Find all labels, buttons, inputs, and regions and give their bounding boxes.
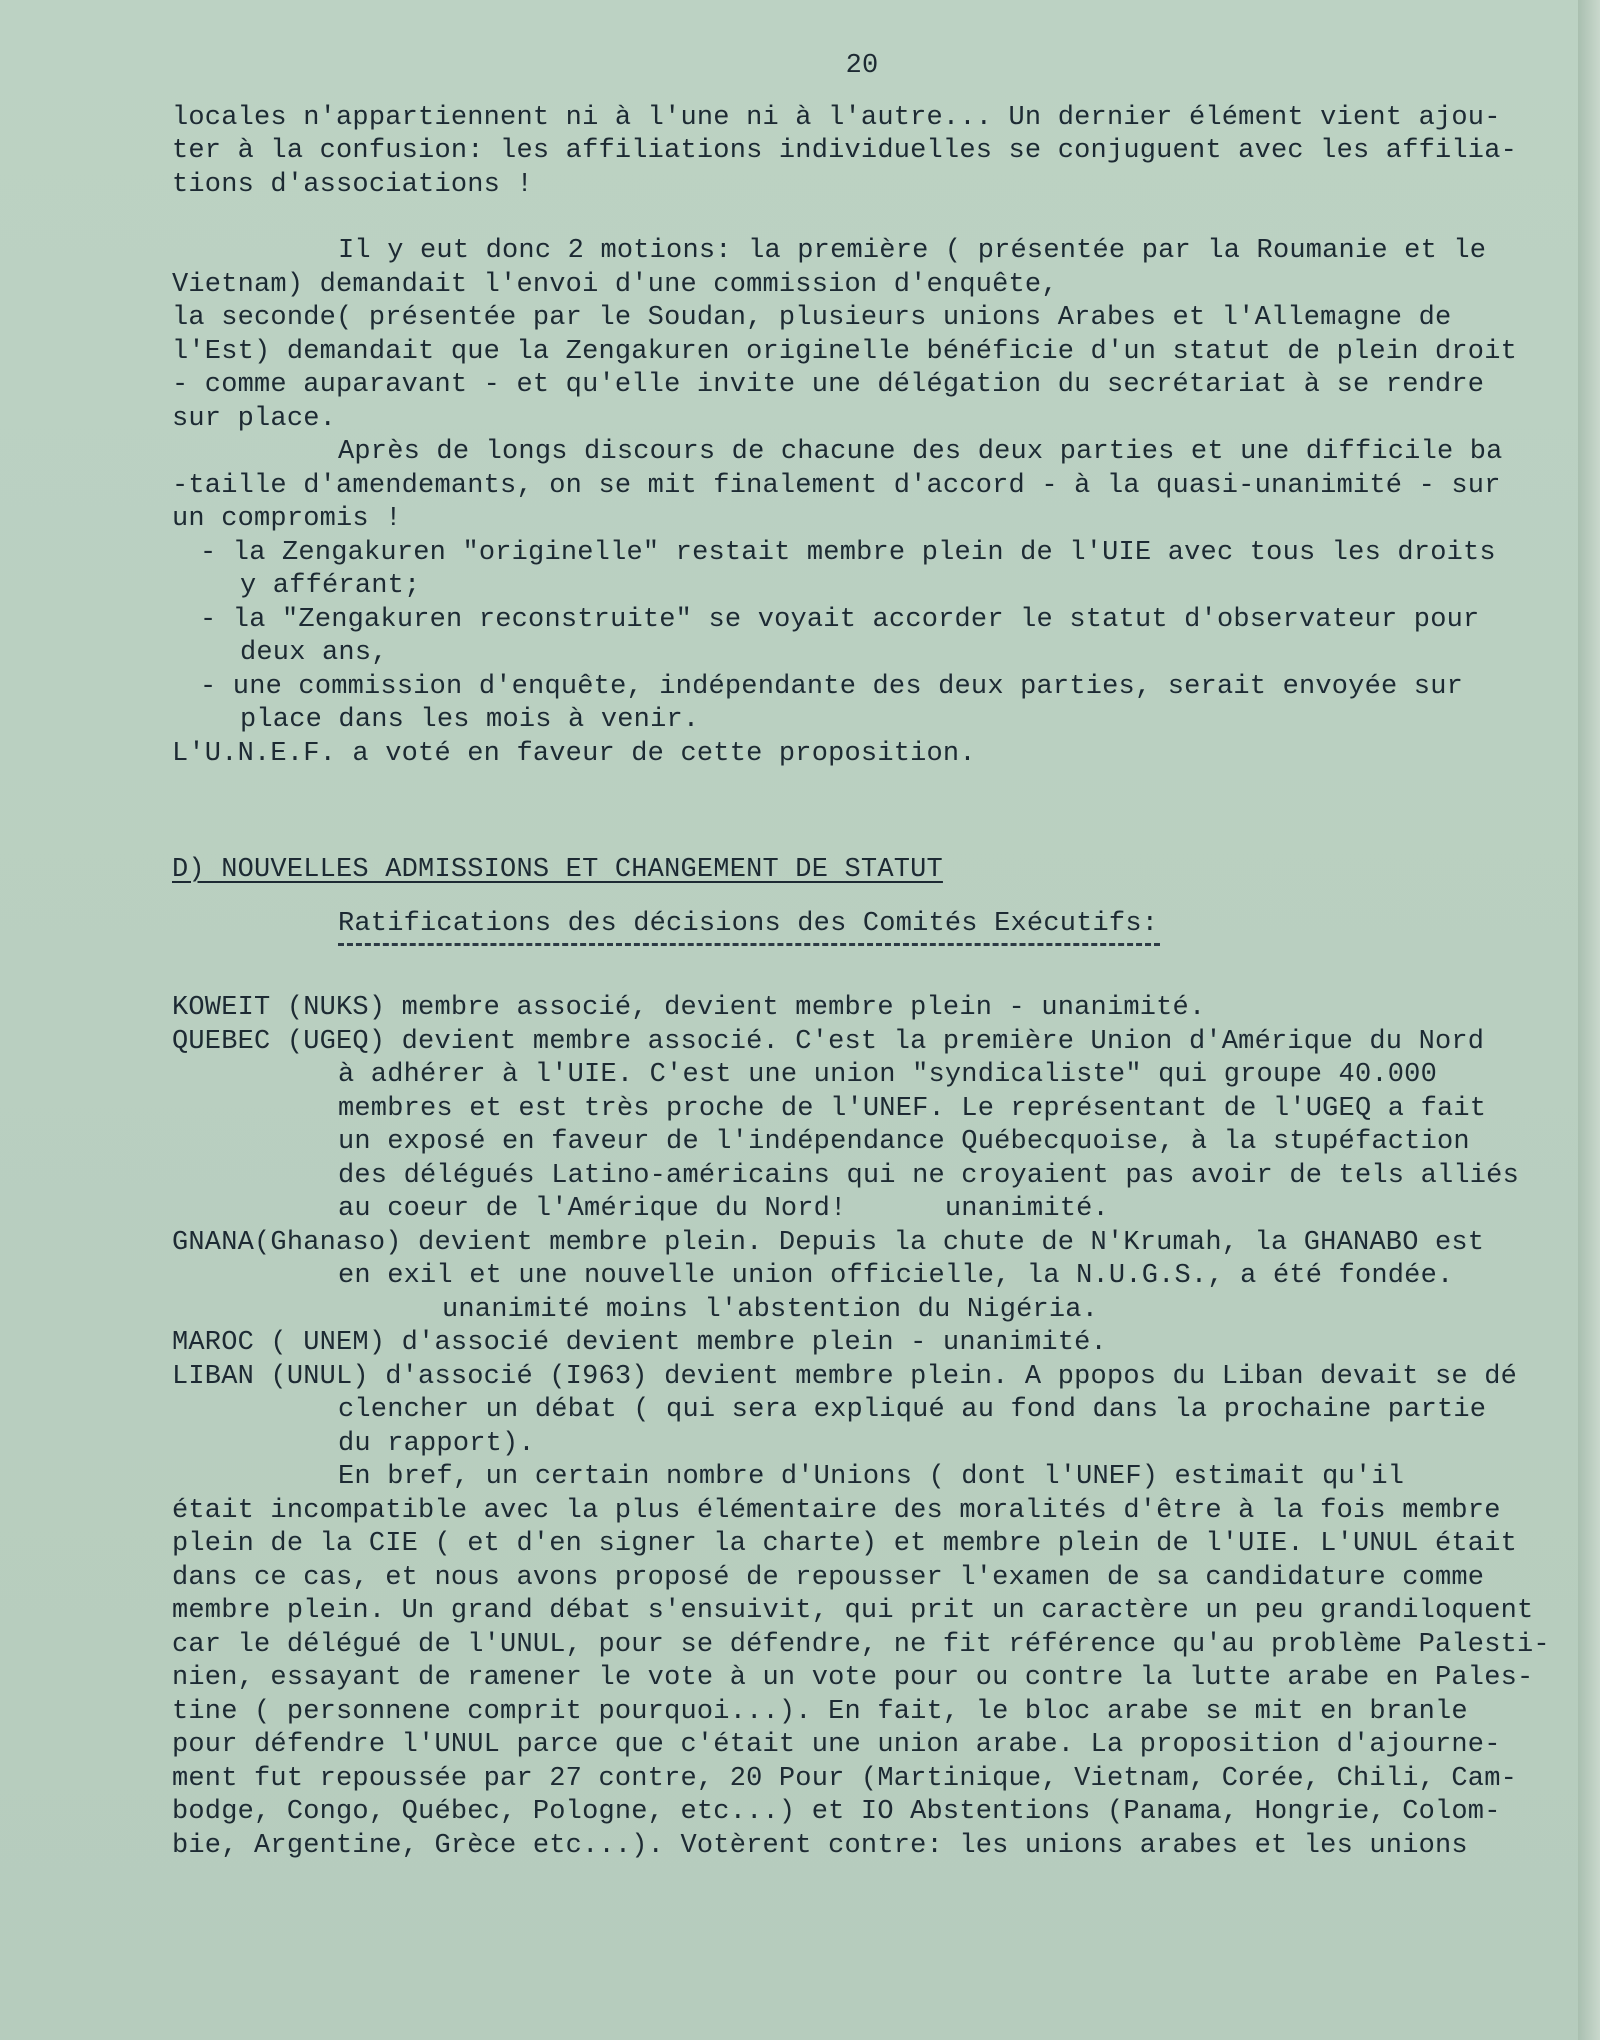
vote-line: L'U.N.E.F. a voté en faveur de cette proposition.: [172, 738, 976, 769]
text-line: était incompatible avec la plus élémentaire des moralités d'être à la fois membre: [172, 1495, 1501, 1526]
text-line: Après de longs discours de chacune des deux parties et une difficile ba: [338, 437, 1503, 467]
intro-paragraph: [172, 102, 1552, 203]
text-line: unanimité moins l'abstention du Nigéria.: [442, 1294, 1099, 1325]
text-line: à adhérer à l'UIE. C'est une union "syndicaliste" qui groupe 40.000: [338, 1060, 1437, 1090]
text-line: du rapport).: [338, 1428, 535, 1459]
text-line: nien, essayant de ramener le vote à un vote pour ou contre la lutte arabe en Pales-: [172, 1663, 1534, 1693]
text-line: locales n'appartiennent ni à l'une ni à l'autre... Un dernier élément vient ajou-: [172, 102, 1501, 133]
text-line: membre plein. Un grand débat s'ensuivit, qui prit un caractère un peu grandiloquent: [172, 1596, 1534, 1626]
text-line: plein de la CIE ( et d'en signer la charte) et membre plein de l'UIE. L'UNUL était: [172, 1529, 1518, 1559]
text-line: un compromis !: [172, 504, 402, 534]
list-item-cont: deux ans,: [240, 638, 388, 668]
debate-paragraph: [172, 436, 1552, 537]
admission-ghana: GNANA(Ghanaso) devient membre plein. Depuis la chute de N'Krumah, la GHANABO est: [172, 1227, 1485, 1258]
page-number: 20: [845, 51, 879, 81]
page-edge-shadow: [1578, 0, 1600, 2040]
admissions-list: [172, 992, 1552, 1461]
text-line: -taille d'amendemants, on se mit finalement d'accord - à la quasi-unanimité - sur: [172, 470, 1501, 501]
text-line: un exposé en faveur de l'indépendance Québecquoise, à la stupéfaction: [338, 1127, 1470, 1157]
text-line: la seconde( présentée par le Soudan, plusieurs unions Arabes et l'Allemagne de: [172, 303, 1452, 333]
list-item-cont: place dans les mois à venir.: [240, 705, 700, 735]
subheading: Ratifications des décisions des Comités Exécutifs:: [338, 908, 1159, 939]
text-line: bie, Argentine, Grèce etc...). Votèrent contre: les unions arabes et les unions: [172, 1830, 1468, 1861]
page-content: [172, 50, 1552, 1863]
text-line: - comme auparavant - et qu'elle invite une délégation du secrétariat à se rendre: [172, 370, 1485, 400]
list-item: - une commission d'enquête, indépendante des deux parties, serait envoyée sur: [200, 671, 1464, 702]
text-line: tine ( personnene comprit pourquoi...). En fait, le bloc arabe se mit en branle: [172, 1696, 1468, 1727]
text-line: ter à la confusion: les affiliations individuelles se conjuguent avec les affilia-: [172, 136, 1518, 166]
list-item: - la "Zengakuren reconstruite" se voyait accorder le statut d'observateur pour: [200, 604, 1480, 635]
admission-koweit: KOWEIT (NUKS) membre associé, devient membre plein - unanimité.: [172, 993, 1206, 1023]
text-line: membres et est très proche de l'UNEF. Le représentant de l'UGEQ a fait: [338, 1093, 1487, 1124]
text-line: pour défendre l'UNUL parce que c'était une union arabe. La proposition d'ajourne-: [172, 1730, 1501, 1760]
text-line: l'Est) demandait que la Zengakuren originelle bénéficie d'un statut de plein droit: [172, 336, 1518, 367]
admission-maroc: MAROC ( UNEM) d'associé devient membre plein - unanimité.: [172, 1328, 1107, 1358]
section-heading: D) NOUVELLES ADMISSIONS ET CHANGEMENT DE STATUT: [172, 855, 943, 885]
text-line: Vietnam) demandait l'envoi d'une commission d'enquête,: [172, 269, 1058, 300]
text-line: En bref, un certain nombre d'Unions ( dont l'UNEF) estimait qu'il: [338, 1462, 1405, 1492]
list-item: - la Zengakuren "originelle" restait membre plein de l'UIE avec tous les droits: [200, 537, 1496, 568]
text-line: au coeur de l'Amérique du Nord! unanimité.: [338, 1194, 1109, 1224]
compromise-list: [172, 537, 1552, 738]
text-line: car le délégué de l'UNUL, pour se défendre, ne fit référence qu'au problème Palesti-: [172, 1629, 1550, 1660]
admission-liban: LIBAN (UNUL) d'associé (I963) devient membre plein. A ppopos du Liban devait se dé: [172, 1361, 1518, 1392]
text-line: Il y eut donc 2 motions: la première ( présentée par la Roumanie et le: [338, 236, 1487, 266]
list-item-cont: y afférant;: [240, 571, 421, 601]
text-line: des délégués Latino-américains qui ne croyaient pas avoir de tels alliés: [338, 1160, 1519, 1191]
text-line: ment fut repoussée par 27 contre, 20 Pour (Martinique, Vietnam, Corée, Chili, Cam-: [172, 1763, 1518, 1794]
final-paragraph: [172, 1461, 1552, 1863]
text-line: en exil et une nouvelle union officielle, la N.U.G.S., a été fondée.: [338, 1261, 1454, 1291]
text-line: sur place.: [172, 403, 337, 434]
motions-paragraph: [172, 235, 1552, 436]
text-line: dans ce cas, et nous avons proposé de repousser l'examen de sa candidature comme: [172, 1562, 1485, 1593]
text-line: clencher un débat ( qui sera expliqué au fond dans la prochaine partie: [338, 1395, 1487, 1425]
text-line: bodge, Congo, Québec, Pologne, etc...) et IO Abstentions (Panama, Hongrie, Colom-: [172, 1797, 1501, 1827]
text-line: tions d'associations !: [172, 169, 533, 200]
admission-quebec: QUEBEC (UGEQ) devient membre associé. C'est la première Union d'Amérique du Nord: [172, 1026, 1485, 1057]
